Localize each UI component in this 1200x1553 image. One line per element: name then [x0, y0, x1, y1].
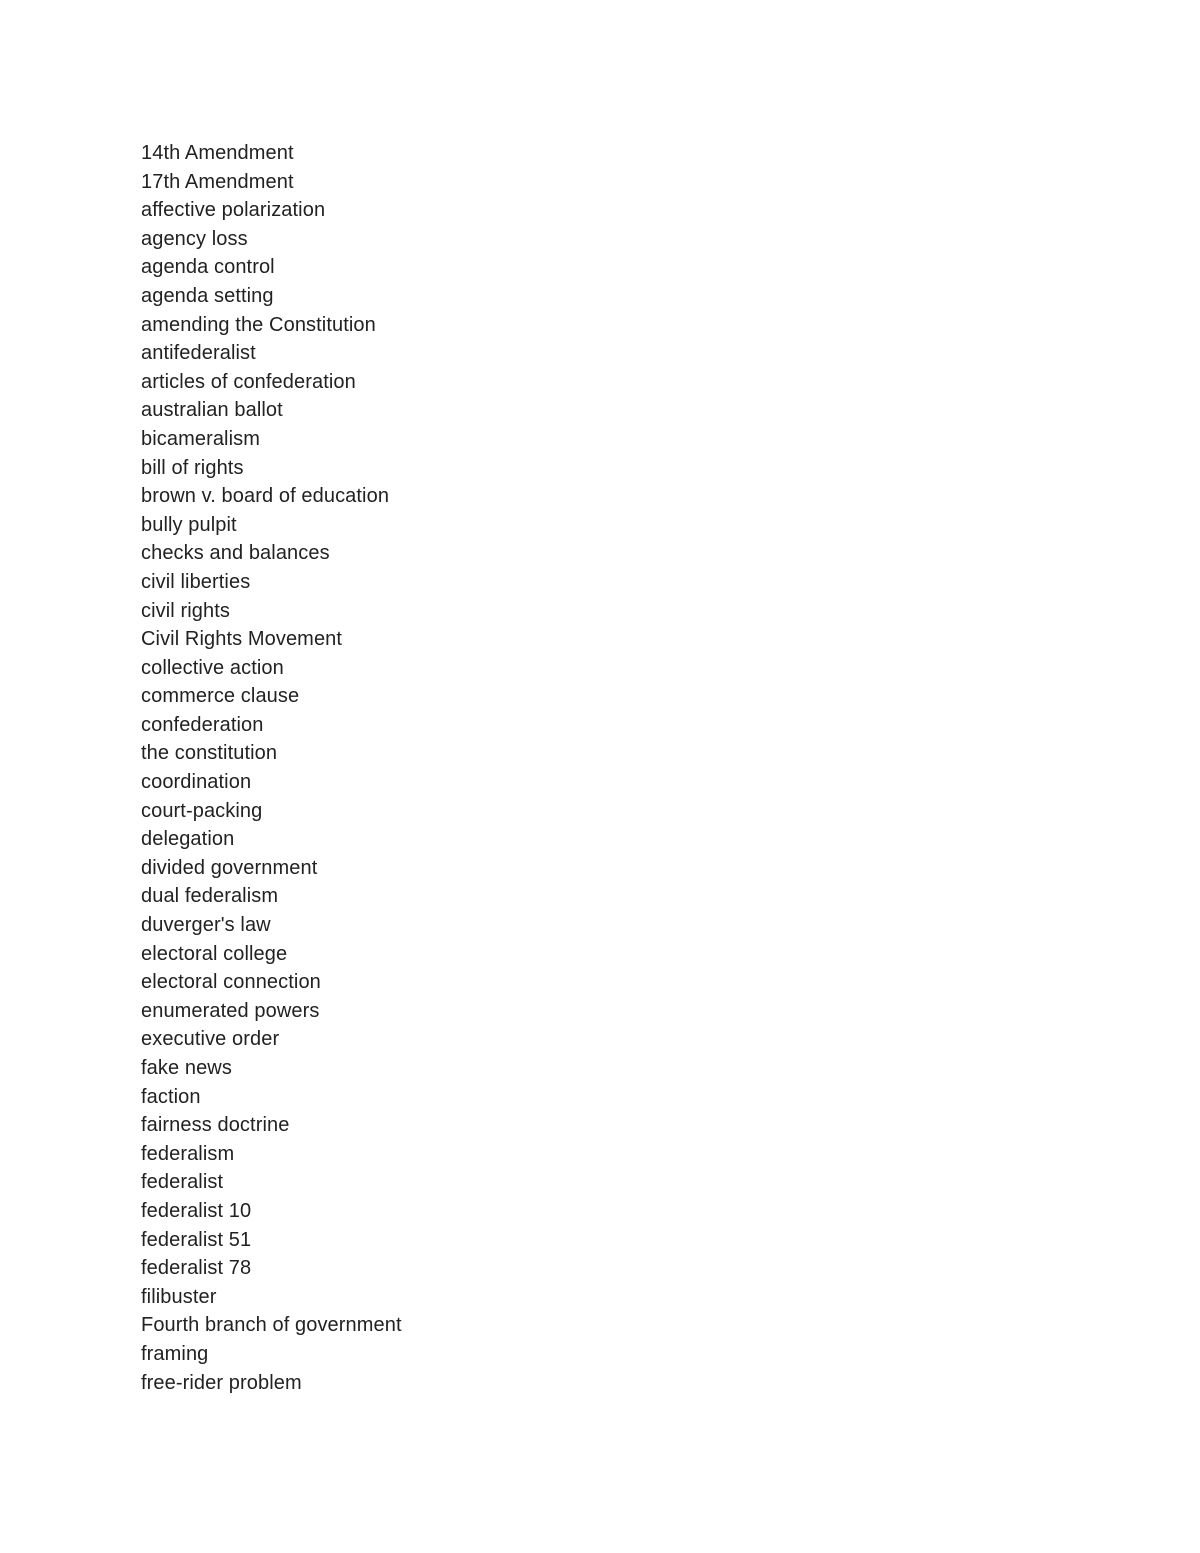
term-item: fairness doctrine — [141, 1114, 290, 1137]
term-item: 14th Amendment — [141, 142, 294, 164]
term-item: federalist 51 — [141, 1228, 252, 1251]
term-item: federalist 10 — [141, 1199, 252, 1222]
term-item: duverger's law — [141, 914, 271, 937]
term-item: 17th Amendment — [141, 170, 294, 193]
term-item: federalism — [141, 1142, 235, 1165]
term-item: commerce clause — [141, 685, 300, 708]
term-item: civil liberties — [141, 570, 251, 593]
term-item: agency loss — [141, 227, 248, 250]
term-item: bill of rights — [141, 456, 244, 479]
term-item: checks and balances — [141, 542, 330, 565]
term-item: free-rider problem — [141, 1371, 302, 1394]
term-item: electoral college — [141, 942, 288, 965]
term-item: executive order — [141, 1028, 280, 1051]
term-item: affective polarization — [141, 199, 326, 222]
term-item: filibuster — [141, 1285, 217, 1308]
term-item: court-packing — [141, 799, 263, 822]
term-item: divided government — [141, 856, 318, 879]
term-item: faction — [141, 1085, 201, 1108]
term-item: confederation — [141, 713, 264, 736]
term-item: brown v. board of education — [141, 485, 390, 508]
term-item: federalist 78 — [141, 1257, 252, 1280]
term-item: amending the Constitution — [141, 313, 376, 336]
term-item: coordination — [141, 771, 252, 794]
term-item: agenda setting — [141, 284, 274, 307]
term-item: Fourth branch of government — [141, 1314, 402, 1337]
term-item: articles of confederation — [141, 370, 356, 393]
term-item: electoral connection — [141, 971, 321, 994]
term-item: bully pulpit — [141, 513, 237, 536]
term-item: the constitution — [141, 742, 278, 765]
term-item: bicameralism — [141, 427, 261, 450]
term-list — [141, 139, 402, 1397]
term-item: australian ballot — [141, 399, 283, 422]
term-item: collective action — [141, 656, 284, 679]
term-item: antifederalist — [141, 342, 256, 365]
term-item: framing — [141, 1342, 209, 1365]
term-item: agenda control — [141, 256, 275, 279]
term-item: fake news — [141, 1057, 232, 1079]
term-item: Civil Rights Movement — [141, 628, 343, 651]
term-item: federalist — [141, 1171, 224, 1194]
term-item: dual federalism — [141, 885, 279, 908]
term-item: delegation — [141, 828, 235, 851]
term-item: enumerated powers — [141, 999, 320, 1022]
term-item: civil rights — [141, 599, 230, 622]
